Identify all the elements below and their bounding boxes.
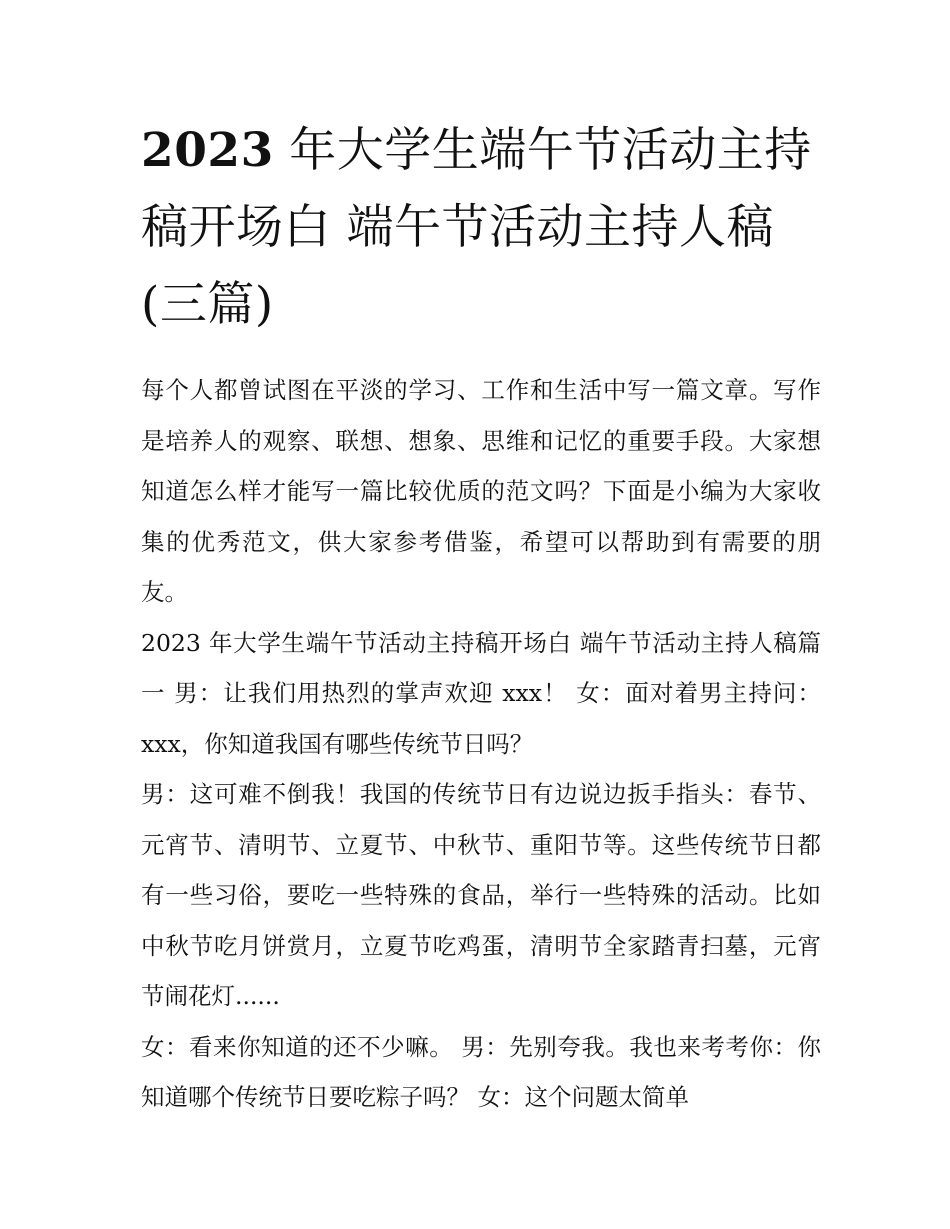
title-year: 2023	[141, 123, 274, 178]
body-paragraph-2: 男：这可难不倒我！我国的传统节日有边说边扳手指头：春节、元宵节、清明节、立夏节、中秋节、重阳节等。这些传统节日都有一些习俗，要吃一些特殊的食品，举行一些特殊的活动。比如中秋节吃月饼赏月，立夏节吃鸡蛋，清明节全家踏青扫墓，元宵节闹花灯......	[141, 780, 821, 1010]
body-paragraph-3: 女：看来你知道的还不少嘛。 男：先别夸我。我也来考考你：你知道哪个传统节日要吃粽子吗？ 女：这个问题太简单	[141, 1032, 821, 1111]
title-text: 年大学生端午节活动主持稿开场白 端午节活动主持人稿 (三篇)	[141, 123, 812, 332]
intro-paragraph: 每个人都曾试图在平淡的学习、工作和生活中写一篇文章。写作是培养人的观察、联想、想象、思维和记忆的重要手段。大家想知道怎么样才能写一篇比较优质的范文吗？下面是小编为大家收集的优秀范文，供大家参考借鉴，希望可以帮助到有需要的朋友。	[141, 376, 821, 606]
document-title	[141, 112, 821, 343]
document-page	[141, 112, 821, 1123]
body-paragraph-1: 2023 年大学生端午节活动主持稿开场白 端午节活动主持人稿篇一 男：让我们用热烈的掌声欢迎 xxx！ 女：面对着男主持问：xxx，你知道我国有哪些传统节日吗？	[141, 628, 821, 758]
